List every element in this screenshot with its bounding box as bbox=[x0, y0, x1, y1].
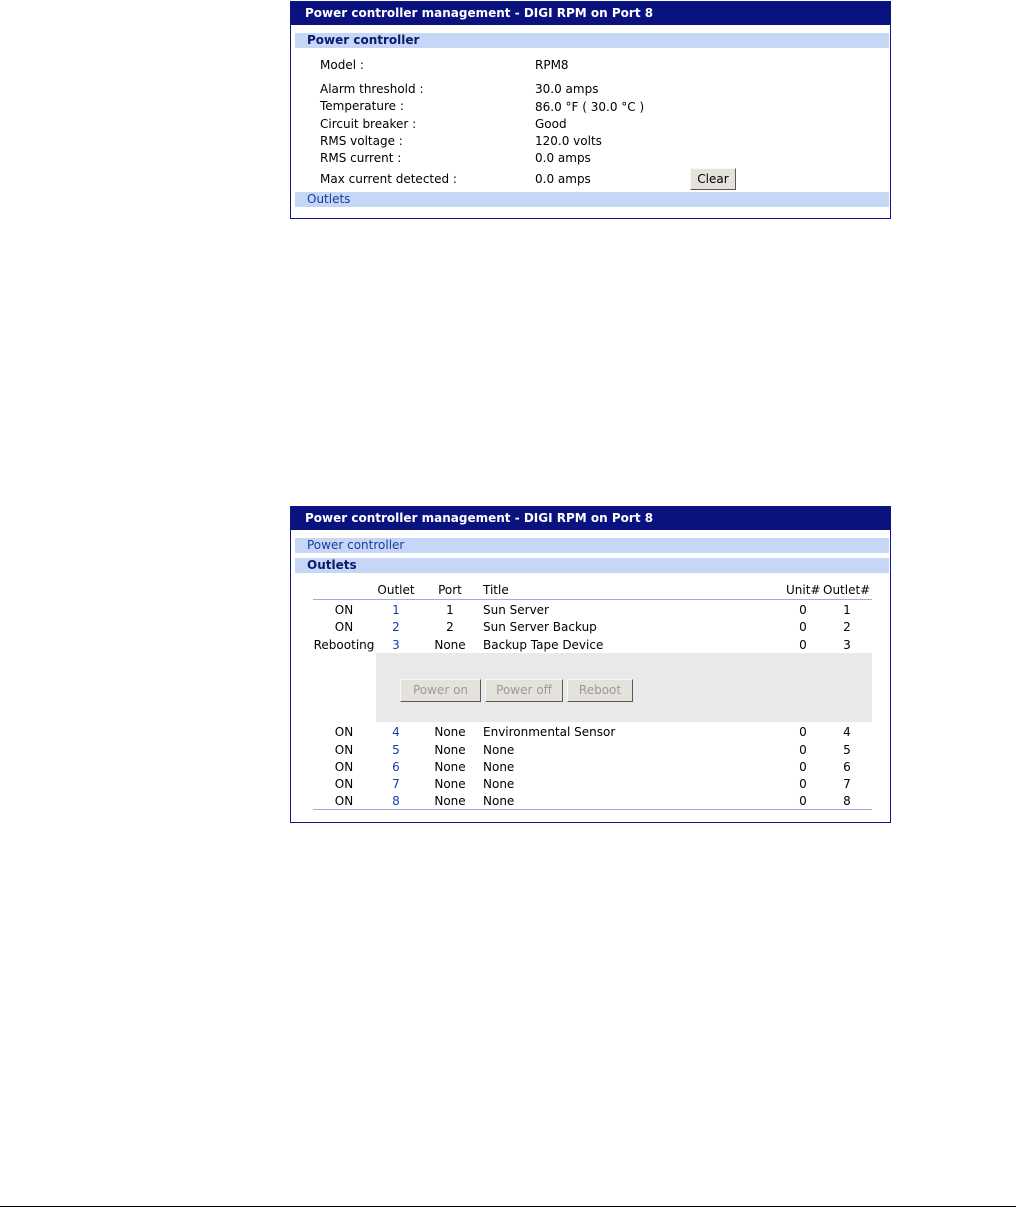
outlet-status: ON bbox=[334, 743, 354, 757]
outlet-link[interactable]: 7 bbox=[392, 777, 400, 791]
outlets-panel bbox=[290, 506, 891, 823]
header-outlet-number: Outlet# bbox=[823, 583, 871, 597]
outlet-port: None bbox=[434, 638, 466, 652]
panel-title: Power controller management - DIGI RPM on Port 8 bbox=[291, 507, 890, 530]
outlet-unit: 0 bbox=[799, 760, 807, 774]
outlet-number: 4 bbox=[843, 725, 851, 739]
outlet-status: ON bbox=[334, 794, 354, 808]
outlet-action-area bbox=[376, 653, 872, 722]
model-label: Model : bbox=[320, 58, 364, 72]
outlet-number: 8 bbox=[843, 794, 851, 808]
max-current-value: 0.0 amps bbox=[535, 172, 591, 186]
power-on-button[interactable]: Power on bbox=[400, 679, 481, 702]
outlet-unit: 0 bbox=[799, 620, 807, 634]
outlet-link[interactable]: 4 bbox=[392, 725, 400, 739]
rms-current-value: 0.0 amps bbox=[535, 151, 591, 165]
power-off-button[interactable]: Power off bbox=[485, 679, 563, 702]
outlet-port: None bbox=[434, 760, 466, 774]
page-footer-rule bbox=[0, 1206, 1016, 1207]
outlet-link[interactable]: 1 bbox=[392, 603, 400, 617]
rms-voltage-value: 120.0 volts bbox=[535, 134, 602, 148]
outlet-link[interactable]: 3 bbox=[392, 638, 400, 652]
panel-title: Power controller management - DIGI RPM on Port 8 bbox=[291, 2, 890, 25]
power-controller-panel bbox=[290, 1, 891, 219]
outlet-port: None bbox=[434, 777, 466, 791]
section-power-controller[interactable]: Power controller bbox=[295, 538, 889, 553]
outlet-title: Sun Server Backup bbox=[483, 620, 597, 634]
outlet-unit: 0 bbox=[799, 794, 807, 808]
outlet-number: 1 bbox=[843, 603, 851, 617]
outlet-status: ON bbox=[334, 777, 354, 791]
outlet-title: None bbox=[483, 794, 515, 808]
outlet-number: 3 bbox=[843, 638, 851, 652]
temperature-value: 86.0 °F ( 30.0 °C ) bbox=[535, 100, 645, 114]
rms-voltage-label: RMS voltage : bbox=[320, 134, 403, 148]
outlet-number: 5 bbox=[843, 743, 851, 757]
reboot-button[interactable]: Reboot bbox=[567, 679, 633, 702]
outlet-status: ON bbox=[334, 760, 354, 774]
section-power-controller[interactable]: Power controller bbox=[295, 33, 889, 48]
circuit-breaker-value: Good bbox=[535, 117, 567, 131]
outlet-number: 7 bbox=[843, 777, 851, 791]
outlet-port: 1 bbox=[446, 603, 454, 617]
outlet-number: 6 bbox=[843, 760, 851, 774]
outlet-port: None bbox=[434, 794, 466, 808]
outlet-link[interactable]: 2 bbox=[392, 620, 400, 634]
section-outlets[interactable]: Outlets bbox=[295, 192, 889, 207]
outlet-link[interactable]: 6 bbox=[392, 760, 400, 774]
outlet-status: ON bbox=[334, 725, 354, 739]
section-outlets[interactable]: Outlets bbox=[295, 558, 889, 573]
header-divider bbox=[313, 599, 872, 600]
header-unit: Unit# bbox=[786, 583, 821, 597]
clear-button[interactable]: Clear bbox=[690, 168, 736, 190]
outlet-number: 2 bbox=[843, 620, 851, 634]
max-current-label: Max current detected : bbox=[320, 172, 457, 186]
header-port: Port bbox=[438, 583, 462, 597]
outlet-port: None bbox=[434, 725, 466, 739]
outlet-port: 2 bbox=[446, 620, 454, 634]
outlet-title: None bbox=[483, 743, 515, 757]
outlet-title: Sun Server bbox=[483, 603, 549, 617]
outlet-title: Environmental Sensor bbox=[483, 725, 616, 739]
outlet-link[interactable]: 5 bbox=[392, 743, 400, 757]
alarm-threshold-label: Alarm threshold : bbox=[320, 82, 424, 96]
header-outlet: Outlet bbox=[377, 583, 415, 597]
temperature-label: Temperature : bbox=[320, 99, 404, 113]
outlet-unit: 0 bbox=[799, 725, 807, 739]
outlet-title: Backup Tape Device bbox=[483, 638, 604, 652]
outlet-unit: 0 bbox=[799, 638, 807, 652]
outlet-unit: 0 bbox=[799, 743, 807, 757]
outlet-unit: 0 bbox=[799, 603, 807, 617]
outlet-unit: 0 bbox=[799, 777, 807, 791]
outlet-title: None bbox=[483, 760, 515, 774]
table-bottom-divider bbox=[313, 809, 872, 810]
outlet-status: ON bbox=[334, 603, 354, 617]
outlet-status: ON bbox=[334, 620, 354, 634]
outlet-status: Rebooting bbox=[313, 638, 375, 652]
alarm-threshold-value: 30.0 amps bbox=[535, 82, 599, 96]
header-title: Title bbox=[483, 583, 509, 597]
outlet-title: None bbox=[483, 777, 515, 791]
circuit-breaker-label: Circuit breaker : bbox=[320, 117, 417, 131]
outlet-link[interactable]: 8 bbox=[392, 794, 400, 808]
model-value: RPM8 bbox=[535, 58, 569, 72]
rms-current-label: RMS current : bbox=[320, 151, 402, 165]
outlet-port: None bbox=[434, 743, 466, 757]
